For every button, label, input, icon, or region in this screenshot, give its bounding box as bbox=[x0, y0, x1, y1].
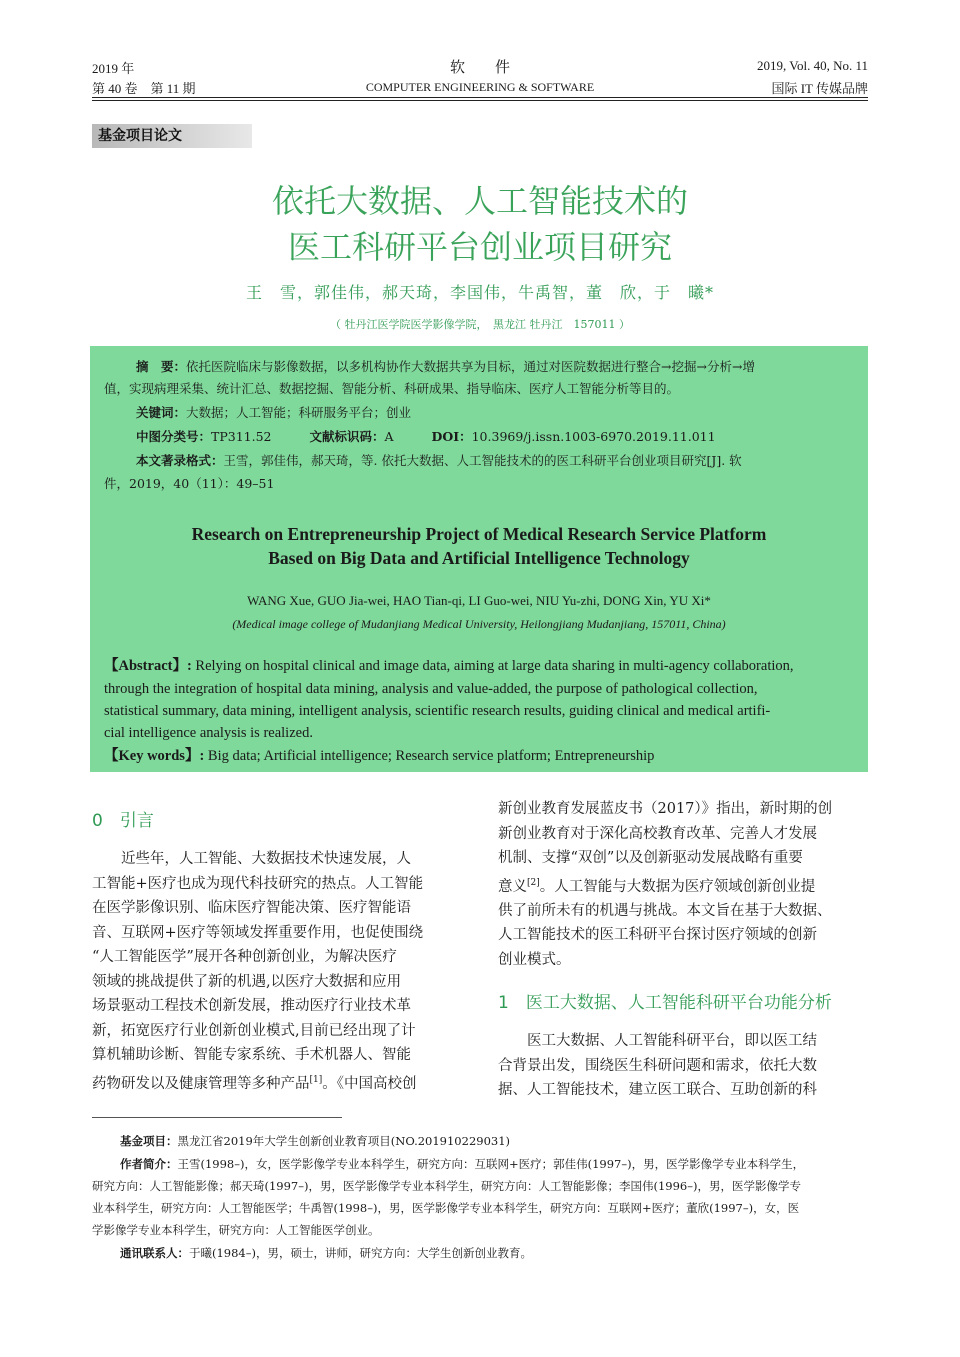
abstract-en-line4: cial intelligence analysis is realized. bbox=[104, 725, 313, 741]
citation-ref-2: [2] bbox=[527, 877, 540, 888]
classification-line bbox=[104, 426, 856, 448]
header-rule-2 bbox=[92, 100, 868, 101]
footnote-rule bbox=[92, 1117, 342, 1118]
doc-value: A bbox=[384, 429, 394, 444]
section-tag: 基金项目论文 bbox=[92, 124, 252, 148]
header-volume-cn: 第 40 卷 第 11 期 bbox=[92, 81, 196, 96]
right-ref-head: 意义 bbox=[498, 878, 527, 895]
title-cn-line2: 医工科研平台创业项目研究 bbox=[287, 228, 672, 266]
doc-label: 文献标识码： bbox=[309, 429, 385, 444]
footnote-bio-line3: 业本科学生，研究方向：人工智能医学；牛禹智(1998–)，男，医学影像学专业本科学生，研究方向：互联网+医疗；董欣(1997–)，女，医 bbox=[92, 1201, 800, 1215]
keywords-en-label: 【Key words】: bbox=[104, 748, 205, 764]
left-line: 算机辅助诊断、智能专家系统、手术机器人、智能 bbox=[92, 1047, 411, 1063]
header-journal-en: COMPUTER ENGINEERING & SOFTWARE bbox=[365, 80, 595, 94]
abstract-cn-line2: 值，实现病理采集、统计汇总、数据挖掘、智能分析、科研成果、指导临床、医疗人工智能分析等目的。 bbox=[104, 381, 680, 396]
bio-label: 作者简介： bbox=[120, 1157, 178, 1171]
abstract-cn-label: 摘 要： bbox=[136, 359, 187, 374]
header-journal-cn: 软 件 bbox=[449, 60, 510, 76]
keywords-cn-label: 关键词： bbox=[136, 405, 187, 420]
right-line: 供了前所未有的机遇与挑战。本文旨在基于大数据、 bbox=[498, 902, 832, 919]
fund-label: 基金项目： bbox=[120, 1134, 178, 1148]
affiliation-en: (Medical image college of Mudanjiang Medical University, Heilongjiang Mudanjiang, 157011, China) bbox=[232, 617, 726, 631]
citation-ref-1: [1] bbox=[309, 1074, 323, 1085]
header-volume-en: 2019, Vol. 40, No. 11 bbox=[757, 58, 868, 73]
abstract-cn-text1: 依托医院临床与影像数据，以多机构协作大数据共享为目标，通过对医院数据进行整合→挖掘→分析→增 bbox=[186, 359, 755, 374]
citation-line2: 件，2019，40（11）：49–51 bbox=[104, 476, 275, 491]
section-0-heading: 0 引言 bbox=[92, 811, 154, 831]
right-column-bottom bbox=[498, 1029, 817, 1103]
title-en-line1: Research on Entrepreneurship Project of Medical Research Service Platform bbox=[191, 524, 767, 544]
footnote-contact bbox=[92, 1242, 868, 1264]
abstract-en-line2: through the integration of hospital data mining, analysis and value-added, the purpose of pathological collection, bbox=[104, 681, 758, 697]
header-rule bbox=[92, 97, 868, 98]
left-line: 工智能+医疗也成为现代科技研究的热点。人工智能 bbox=[92, 875, 424, 892]
keywords-en-text: Big data; Artificial intelligence; Research service platform; Entrepreneurship bbox=[204, 748, 655, 764]
left-line-last bbox=[92, 1068, 423, 1096]
bio-text1: 王雪(1998–)，女，医学影像学专业本科学生，研究方向：互联网+医疗；郭佳伟(1997–)，男，医学影像学专业本科学生， bbox=[177, 1157, 805, 1171]
clc-value: TP311.52 bbox=[211, 429, 272, 444]
right-column-top bbox=[498, 797, 832, 972]
right-line: 据、人工智能技术，建立医工联合、互助创新的科 bbox=[498, 1082, 817, 1098]
footnote-fund bbox=[92, 1130, 868, 1152]
citation-label: 本文著录格式： bbox=[136, 453, 224, 468]
doi-label: DOI： bbox=[431, 429, 472, 444]
header-year: 2019 年 bbox=[92, 61, 135, 76]
section-1-heading: 1 医工大数据、人工智能科研平台功能分析 bbox=[498, 993, 832, 1013]
citation-text1: 王雪，郭佳伟，郝天琦，等. 依托大数据、人工智能技术的的医工科研平台创业项目研究[J]. 软 bbox=[223, 453, 742, 468]
fund-text: 黑龙江省2019年大学生创新创业教育项目(NO.201910229031) bbox=[177, 1134, 511, 1148]
authors-en: WANG Xue, GUO Jia-wei, HAO Tian-qi, LI Guo-wei, NIU Yu-zhi, DONG Xin, YU Xi* bbox=[247, 593, 711, 608]
footnote-bio-line4: 学影像学专业本科学生，研究方向：人工智能医学创业。 bbox=[92, 1223, 380, 1237]
right-line: 新创业教育对于深化高校教育改革、完善人才发展 bbox=[498, 825, 817, 842]
right-line: 创业模式。 bbox=[498, 951, 571, 968]
authors-cn: 王 雪，郭佳伟，郝天琦，李国伟，牛禹智，董 欣，于 曦* bbox=[245, 283, 714, 302]
left-line: “人工智能医学”展开各种创新创业，为解决医疗 bbox=[92, 949, 397, 965]
footnote-bio-line2: 研究方向：人工智能影像；郝天琦(1997–)，男，医学影像学专业本科学生，研究方向：人工智能影像；李国伟(1996–)，男，医学影像学专 bbox=[92, 1179, 801, 1193]
left-line: 场景驱动工程技术创新发展，推动医疗行业技术革 bbox=[92, 998, 411, 1014]
left-line: 新，拓宽医疗行业创新创业模式,目前已经出现了计 bbox=[92, 1022, 416, 1039]
left-line-last-tail: 。《中国高校创 bbox=[322, 1075, 417, 1092]
footnote-bio-line1 bbox=[92, 1153, 868, 1175]
left-column bbox=[92, 847, 423, 1096]
abstract-cn-line1 bbox=[104, 356, 856, 378]
affiliation-cn: （ 牡丹江医学院医学影像学院， 黑龙江 牡丹江 157011 ） bbox=[330, 318, 630, 331]
left-line: 近些年，人工智能、大数据技术快速发展，人 bbox=[92, 851, 411, 867]
title-cn-line1: 依托大数据、人工智能技术的 bbox=[271, 182, 688, 220]
clc-label: 中图分类号： bbox=[136, 429, 212, 444]
right-line: 新创业教育发展蓝皮书（2017）》指出，新时期的创 bbox=[498, 801, 833, 817]
doi-value: 10.3969/j.issn.1003-6970.2019.11.011 bbox=[471, 429, 716, 444]
left-line: 音、互联网+医疗等领域发挥重要作用，也促使围绕 bbox=[92, 924, 424, 941]
citation-line1 bbox=[104, 450, 856, 472]
title-en-line2: Based on Big Data and Artificial Intelligence Technology bbox=[268, 548, 690, 568]
abstract-en-line1 bbox=[104, 655, 856, 677]
keywords-cn-text: 大数据；人工智能；科研服务平台；创业 bbox=[186, 405, 412, 420]
left-line-last-text: 药物研发以及健康管理等多种产品 bbox=[92, 1075, 310, 1092]
right-ref-tail: 。人工智能与大数据为医疗领域创新创业提 bbox=[539, 878, 816, 895]
right-line-ref bbox=[498, 871, 832, 899]
keywords-cn bbox=[104, 402, 856, 424]
abstract-en-label: 【Abstract】: bbox=[104, 658, 192, 674]
left-line: 领域的挑战提供了新的机遇,以医疗大数据和应用 bbox=[92, 973, 402, 990]
contact-label: 通讯联系人： bbox=[120, 1246, 189, 1260]
right-line: 医工大数据、人工智能科研平台，即以医工结 bbox=[498, 1033, 817, 1049]
abstract-en-line3: statistical summary, data mining, intelligent analysis, scientific research results, guiding clinical and medical artifi- bbox=[104, 703, 771, 719]
abstract-en-text1: Relying on hospital clinical and image data, aiming at large data sharing in multi-agency collaboration, bbox=[191, 658, 794, 674]
right-line: 机制、支撑“双创”以及创新驱动发展战略有重要 bbox=[498, 850, 803, 866]
right-line: 人工智能技术的医工科研平台探讨医疗领域的创新 bbox=[498, 927, 817, 944]
keywords-en bbox=[104, 745, 856, 767]
left-line: 在医学影像识别、临床医疗智能决策、医疗智能语 bbox=[92, 900, 411, 916]
header-brand: 国际 IT 传媒品牌 bbox=[771, 81, 868, 96]
right-line: 合背景出发，围绕医生科研问题和需求，依托大数 bbox=[498, 1057, 817, 1074]
contact-text: 于曦(1984–)，男，硕士，讲师，研究方向：大学生创新创业教育。 bbox=[189, 1246, 532, 1260]
